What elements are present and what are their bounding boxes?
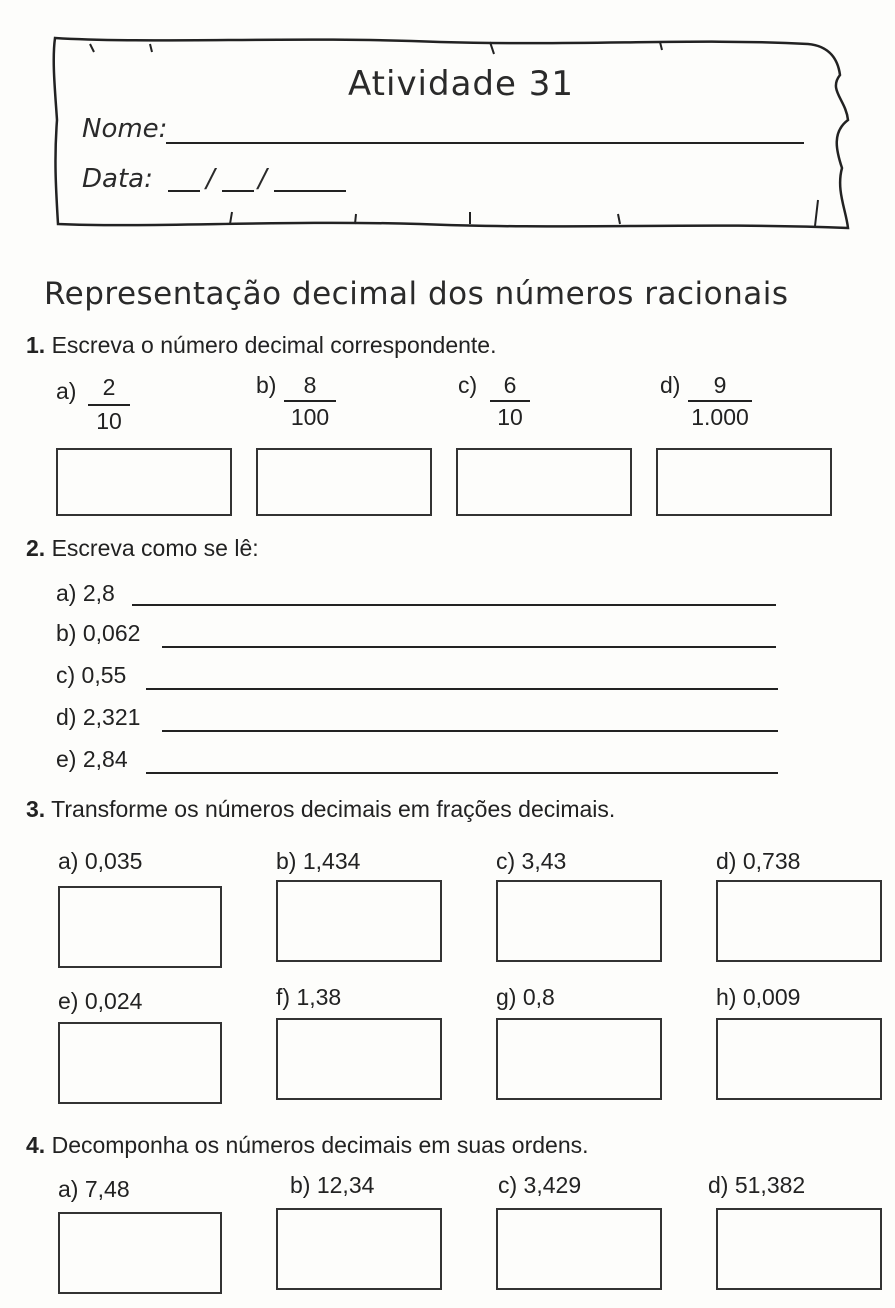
answer-box[interactable] xyxy=(496,1018,662,1100)
question-text: Transforme os números decimais em frações decimais. xyxy=(51,796,616,822)
item-label: h) 0,009 xyxy=(716,984,801,1010)
fraction-bar xyxy=(284,400,336,402)
question-number: 3. xyxy=(26,796,46,822)
fraction-bar xyxy=(88,404,130,406)
item-label: a) 0,035 xyxy=(58,848,143,874)
fraction-numerator: 6 xyxy=(503,372,517,398)
item-label: d) 51,382 xyxy=(708,1172,806,1198)
writing-line[interactable] xyxy=(162,730,778,732)
question-text: Decomponha os números decimais em suas ordens. xyxy=(51,1132,589,1158)
answer-box[interactable] xyxy=(56,448,232,516)
fraction-bar xyxy=(688,400,752,402)
fraction-numerator: 8 xyxy=(303,372,317,398)
question-3 xyxy=(26,796,615,823)
item-letter: d) xyxy=(660,372,681,398)
date-separator: / xyxy=(258,164,267,194)
item-label: c) 0,55 xyxy=(56,662,127,688)
date-separator: / xyxy=(206,164,215,194)
item-label: g) 0,8 xyxy=(496,984,555,1010)
item-letter: b) xyxy=(256,372,277,398)
fraction-bar xyxy=(490,400,530,402)
question-1 xyxy=(26,332,496,359)
answer-box[interactable] xyxy=(456,448,632,516)
writing-line[interactable] xyxy=(146,772,778,774)
name-label: Nome: xyxy=(82,114,168,144)
item-label: d) 2,321 xyxy=(56,704,141,730)
answer-box[interactable] xyxy=(58,1022,222,1104)
date-label: Data: xyxy=(82,164,153,194)
writing-line[interactable] xyxy=(162,646,776,648)
item-label: a) 7,48 xyxy=(58,1176,130,1202)
answer-box[interactable] xyxy=(276,880,442,962)
answer-box[interactable] xyxy=(256,448,432,516)
date-year-field[interactable] xyxy=(274,190,346,192)
answer-box[interactable] xyxy=(276,1018,442,1100)
item-label: c) 3,429 xyxy=(498,1172,582,1198)
item-label: b) 1,434 xyxy=(276,848,361,874)
name-field[interactable] xyxy=(166,142,804,144)
question-number: 4. xyxy=(26,1132,46,1158)
answer-box[interactable] xyxy=(496,880,662,962)
question-2 xyxy=(26,535,259,562)
item-letter: c) xyxy=(458,372,478,398)
answer-box[interactable] xyxy=(276,1208,442,1290)
item-letter: a) xyxy=(56,378,77,404)
item-label: e) 2,84 xyxy=(56,746,128,772)
item-label: b) 12,34 xyxy=(290,1172,375,1198)
activity-title: Atividade 31 xyxy=(348,64,574,104)
fraction-denominator: 10 xyxy=(497,404,523,430)
fraction-denominator: 1.000 xyxy=(691,404,749,430)
answer-box[interactable] xyxy=(716,880,882,962)
question-text: Escreva o número decimal correspondente. xyxy=(51,332,497,358)
fraction-denominator: 10 xyxy=(96,408,122,434)
answer-box[interactable] xyxy=(58,886,222,968)
fraction-numerator: 2 xyxy=(102,374,116,400)
question-number: 2. xyxy=(26,535,46,561)
date-month-field[interactable] xyxy=(222,190,254,192)
answer-box[interactable] xyxy=(656,448,832,516)
item-label: c) 3,43 xyxy=(496,848,567,874)
answer-box[interactable] xyxy=(716,1208,882,1290)
answer-box[interactable] xyxy=(716,1018,882,1100)
writing-line[interactable] xyxy=(146,688,778,690)
section-title: Representação decimal dos números racionais xyxy=(44,276,789,312)
item-label: f) 1,38 xyxy=(276,984,342,1010)
question-text: Escreva como se lê: xyxy=(51,535,259,561)
question-number: 1. xyxy=(26,332,46,358)
fraction-denominator: 100 xyxy=(290,404,330,430)
answer-box[interactable] xyxy=(58,1212,222,1294)
item-label: b) 0,062 xyxy=(56,620,141,646)
fraction-numerator: 9 xyxy=(713,372,727,398)
item-label: d) 0,738 xyxy=(716,848,801,874)
date-day-field[interactable] xyxy=(168,190,200,192)
writing-line[interactable] xyxy=(132,604,776,606)
question-4 xyxy=(26,1132,589,1159)
item-label: a) 2,8 xyxy=(56,580,115,606)
item-label: e) 0,024 xyxy=(58,988,143,1014)
answer-box[interactable] xyxy=(496,1208,662,1290)
